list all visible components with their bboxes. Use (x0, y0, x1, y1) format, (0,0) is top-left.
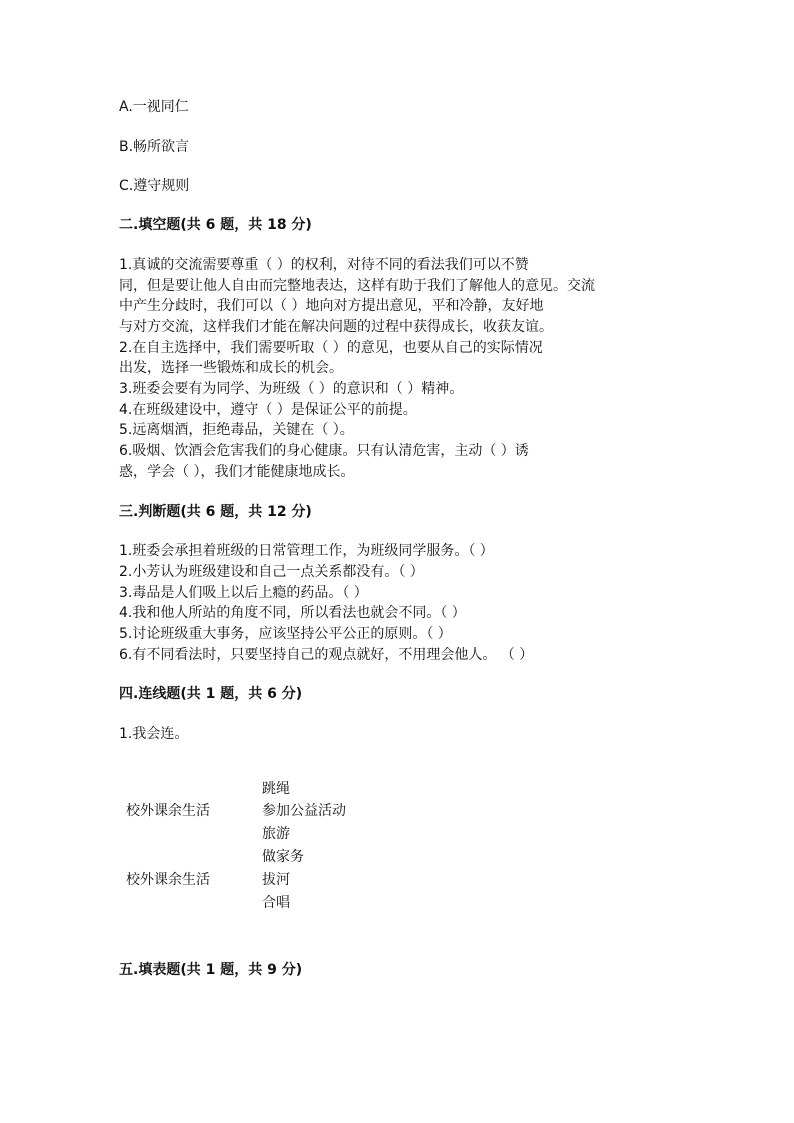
section3-heading: 三.判断题(共 6 题，共 12 分) (119, 504, 312, 520)
match-right-item: 拔河 (262, 872, 290, 888)
section2-line: 1.真诚的交流需要尊重（ ）的权利，对待不同的看法我们可以不赞 (119, 257, 529, 273)
section3-line: 2.小芳认为班级建设和自己一点关系都没有。（ ） (119, 564, 424, 580)
section2-line: 同，但是要让他人自由而完整地表达，这样有助于我们了解他人的意见。交流 (119, 278, 595, 294)
section2-line: 4.在班级建设中，遵守（ ）是保证公平的前提。 (119, 402, 417, 418)
section5-heading: 五.填表题(共 1 题，共 9 分) (119, 962, 303, 978)
option-b: B.畅所欲言 (119, 139, 190, 155)
section3-line: 1.班委会承担着班级的日常管理工作，为班级同学服务。（ ） (119, 543, 494, 559)
option-a: A.一视同仁 (119, 99, 189, 115)
match-right-item: 参加公益活动 (262, 803, 346, 819)
section3-line: 6.有不同看法时，只要坚持自己的观点就好，不用理会他人。 （ ） (119, 647, 534, 663)
match-left-item: 校外课余生活 (126, 872, 210, 888)
option-c: C.遵守规则 (119, 178, 190, 194)
match-right-item: 旅游 (262, 826, 290, 842)
match-left-item: 校外课余生活 (126, 803, 210, 819)
section4-question: 1.我会连。 (119, 726, 189, 742)
section3-line: 5.讨论班级重大事务，应该坚持公平公正的原则。（ ） (119, 626, 452, 642)
section3-line: 4.我和他人所站的角度不同，所以看法也就会不同。（ ） (119, 605, 466, 621)
section4-heading: 四.连线题(共 1 题，共 6 分) (119, 686, 303, 702)
section2-line: 2.在自主选择中，我们需要听取（ ）的意见，也要从自己的实际情况 (119, 340, 543, 356)
section2-line: 出发，选择一些锻炼和成长的机会。 (119, 360, 343, 376)
section2-heading: 二.填空题(共 6 题，共 18 分) (119, 217, 312, 233)
section2-line: 中产生分歧时，我们可以（ ）地向对方提出意见，平和冷静，友好地 (119, 298, 544, 314)
section2-line: 5.远离烟酒，拒绝毒品，关键在（ ）。 (119, 422, 354, 438)
match-right-item: 跳绳 (262, 781, 290, 797)
section2-line: 6.吸烟、饮酒会危害我们的身心健康。只有认清危害，主动（ ）诱 (119, 443, 529, 459)
section2-line: 与对方交流，这样我们才能在解决问题的过程中获得成长，收获友谊。 (119, 319, 553, 335)
match-right-item: 合唱 (262, 895, 290, 911)
section2-line: 惑，学会（ ），我们才能健康地成长。 (119, 464, 355, 480)
section3-line: 3.毒品是人们吸上以后上瘾的药品。（ ） (119, 585, 368, 601)
match-right-item: 做家务 (262, 849, 304, 865)
section2-line: 3.班委会要有为同学、为班级（ ）的意识和（ ）精神。 (119, 381, 464, 397)
